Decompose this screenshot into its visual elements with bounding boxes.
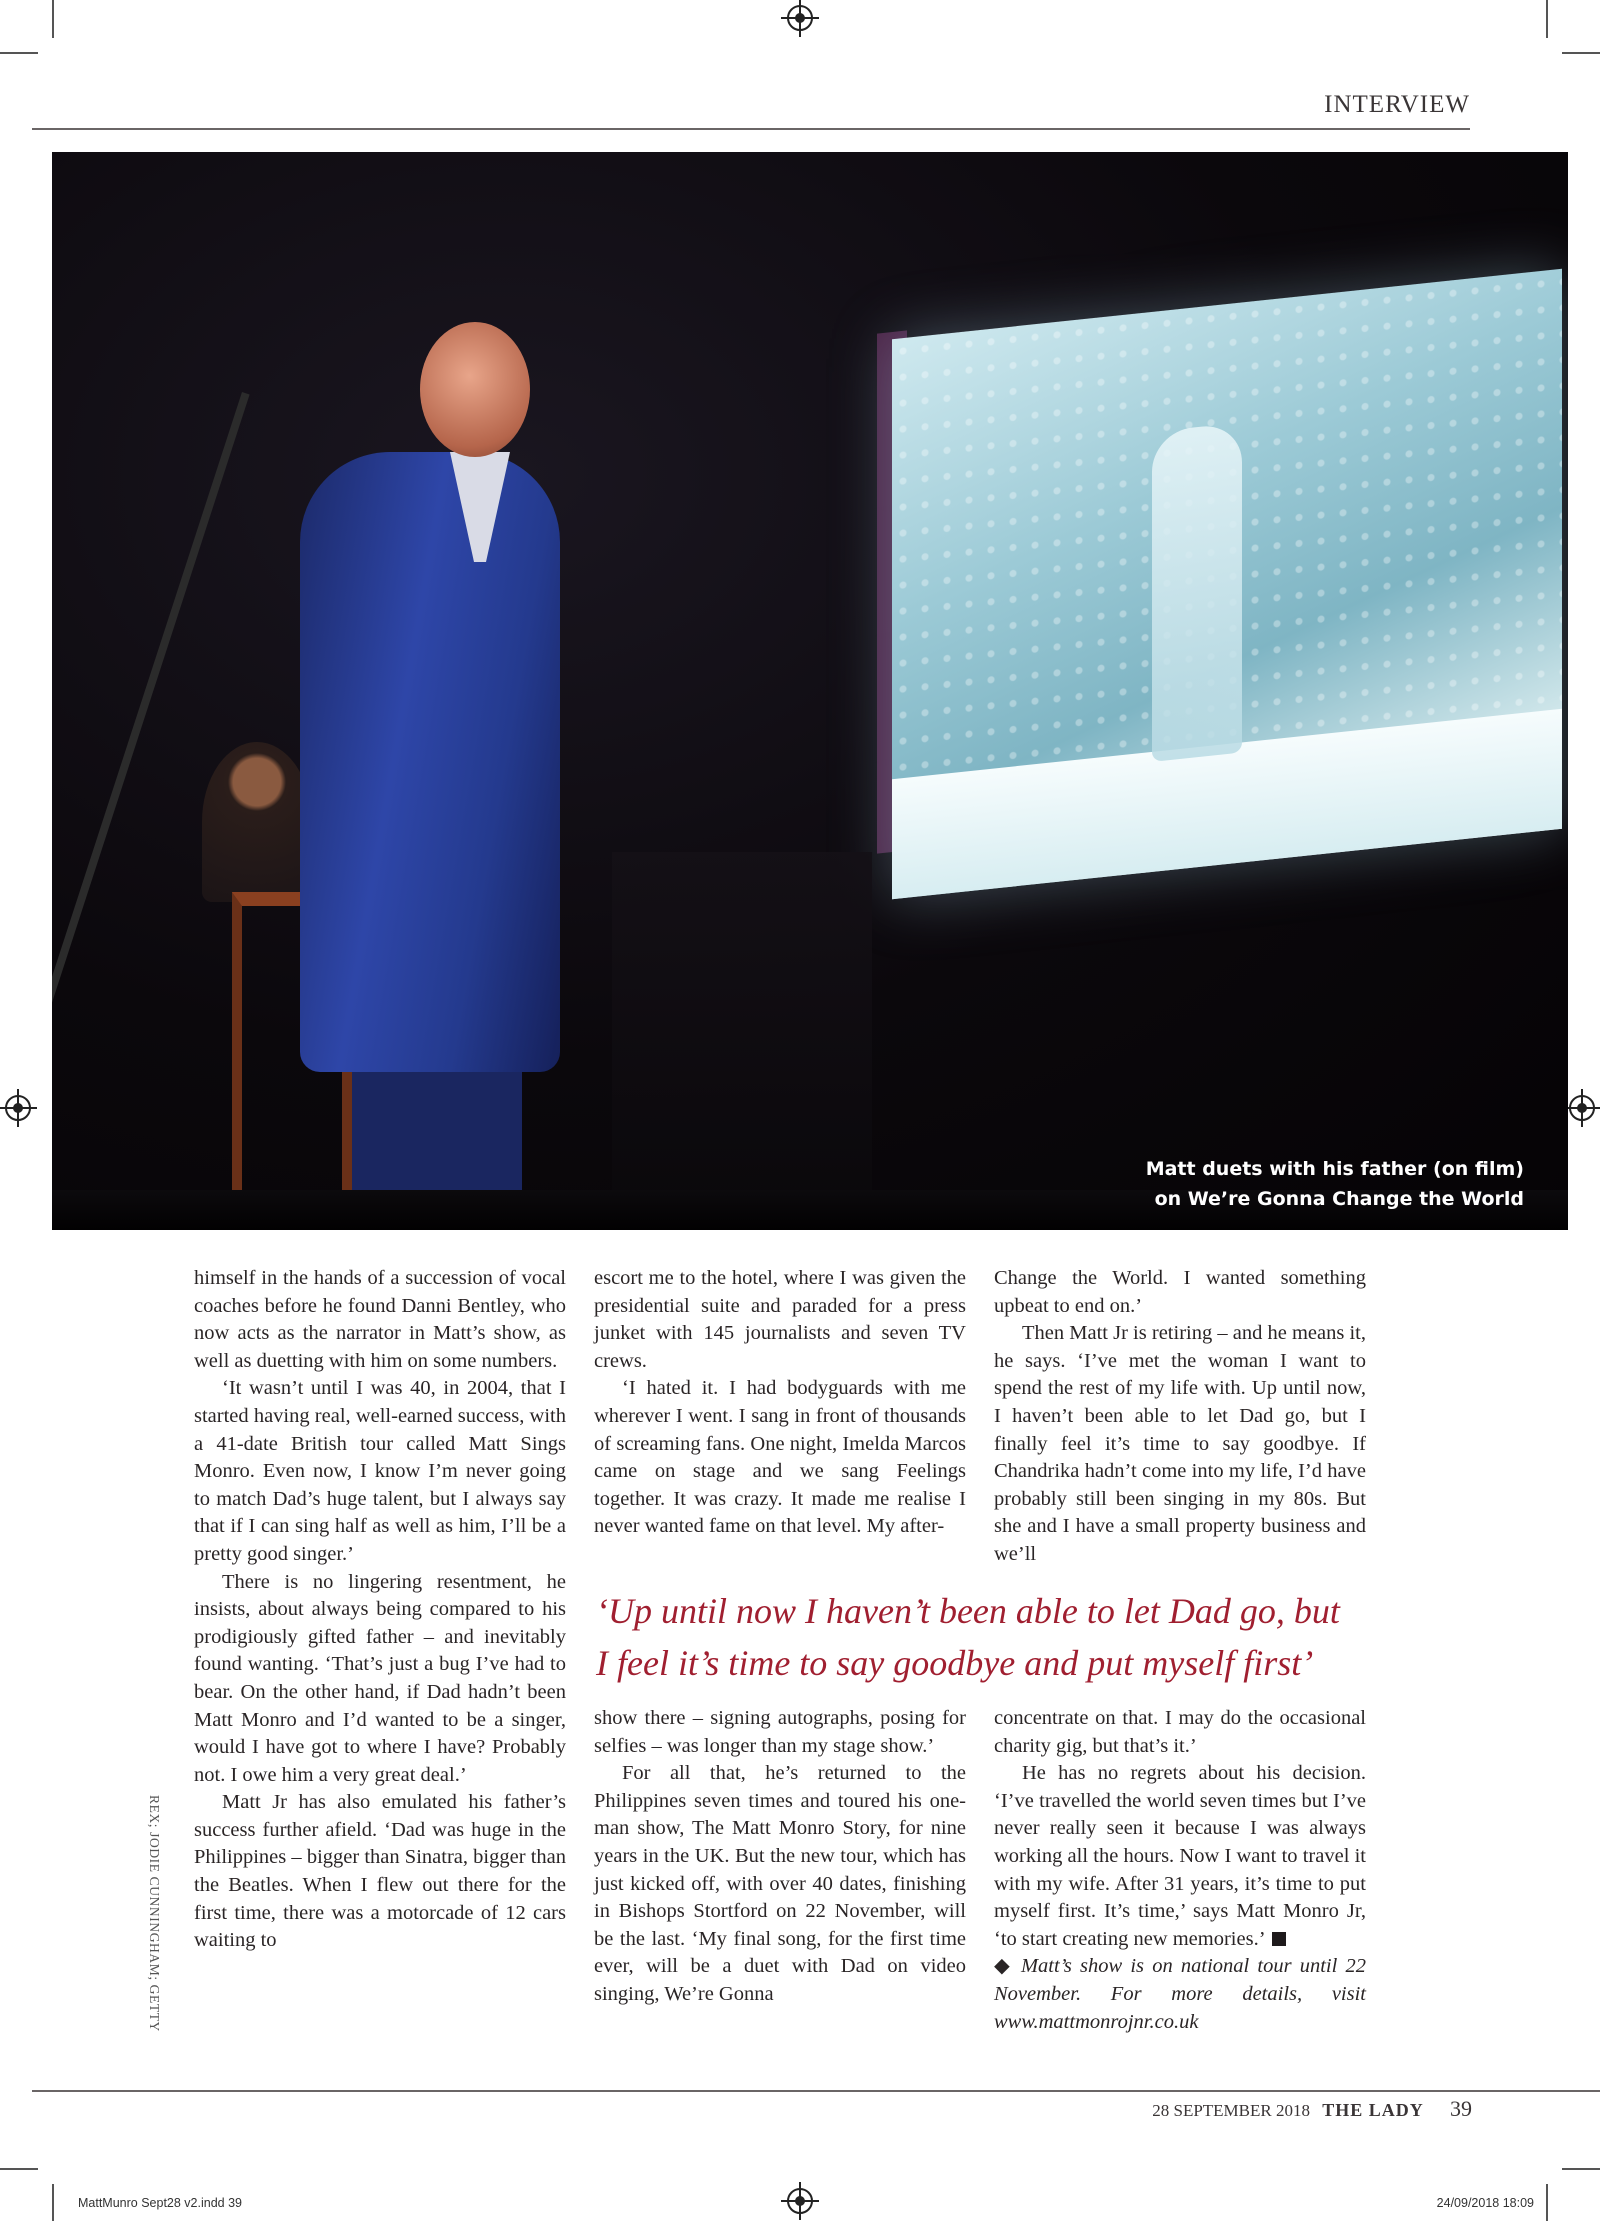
paragraph: himself in the hands of a succession of vocal coaches before he found Danni Bentley, who now acts as the narrator in Matt’s show, as well as duetting with him on some numbers. (194, 1267, 566, 1372)
paragraph: Matt Jr has also emulated his father’s success further afield. ‘Dad was huge in the Philippines – bigger than Sinatra, bigger than the Beatles. When I flew out there for the first time, there was a motorcade of 12 cars waiting to (194, 1791, 566, 1952)
article-column-2-bottom (594, 1705, 966, 2009)
paragraph: ‘It wasn’t until I was 40, in 2004, that I started having real, well-earned success, with a 41-date British tour called Matt Sings Monro. Even now, I know I’m never going to match Dad’s huge talent, but I always say that if I can sing half as well as him, I’ll be a pretty good singer.’ (194, 1377, 566, 1565)
slug-file: MattMunro Sept28 v2.indd 39 (78, 2196, 242, 2210)
paragraph: Then Matt Jr is retiring – and he means it, he says. ‘I’ve met the woman I want to spend the rest of my life with. Up until now, I haven’t been able to let Dad go, but I finally feel it’s time to say goodbye. If Chandrika hadn’t come into my life, I’d have probably still been singing in my 80s. But she and I have a small property business and we’ll (994, 1322, 1366, 1565)
section-label: INTERVIEW (1324, 91, 1470, 118)
caption-line: on We’re Gonna Change the World (1154, 1188, 1524, 1210)
projection-screen (892, 269, 1562, 899)
film-figure (1152, 422, 1242, 761)
photo-caption (1146, 1154, 1524, 1214)
crop-mark (1546, 0, 1548, 38)
pull-quote-line: ‘Up until now I haven’t been able to let Dad go, but (596, 1591, 1340, 1631)
article-column-3-bottom (994, 1705, 1366, 2036)
tour-info: ◆ Matt’s show is on national tour until 22 November. For more details, visit www.mattmonrojnr.co.uk (994, 1955, 1366, 2033)
footer-rule (32, 2090, 1600, 2092)
stage-equipment (612, 852, 872, 1230)
photo-credit: REX; JODIE CUNNINGHAM; GETTY (147, 1795, 162, 2032)
paragraph (994, 1760, 1366, 1953)
singer-head (420, 322, 530, 457)
folio (1152, 2096, 1472, 2122)
pianist (202, 742, 312, 902)
closing-paragraph-text: He has no regrets about his decision. ‘I’ve travelled the world seven times but I’ve never really seen it because I was always working all the hours. Now I want to travel it with my wife. After 31 years, it’s time to put myself first. It’s time,’ says Matt Monro Jr, ‘to start creating new memories.’ (994, 1762, 1366, 1950)
paragraph: escort me to the hotel, where I was given the presidential suite and paraded for a press junket with 145 journalists and seven TV crews. (594, 1267, 966, 1372)
paragraph: concentrate on that. I may do the occasional charity gig, but that’s it.’ (994, 1707, 1366, 1757)
registration-mark-icon (787, 5, 813, 31)
magazine-name: THE LADY (1322, 2100, 1424, 2120)
article-column-3-top (994, 1265, 1366, 1569)
slug-timestamp: 24/09/2018 18:09 (1436, 2196, 1534, 2210)
crop-mark (1546, 2184, 1548, 2221)
concert-photo (52, 152, 1568, 1230)
page-number: 39 (1450, 2096, 1472, 2121)
article-column-2-top (594, 1265, 966, 1541)
paragraph: Change the World. I wanted something upbeat to end on.’ (994, 1267, 1366, 1317)
paragraph: show there – signing autographs, posing for selfies – was longer than my stage show.’ (594, 1707, 966, 1757)
pull-quote-line: I feel it’s time to say goodbye and put myself first’ (596, 1643, 1314, 1683)
issue-date: 28 SEPTEMBER 2018 (1152, 2101, 1310, 2120)
caption-line: Matt duets with his father (on film) (1145, 1158, 1524, 1180)
crop-mark (1562, 52, 1600, 54)
article-column-1 (194, 1265, 566, 1955)
crop-mark (52, 0, 54, 38)
header-rule (32, 128, 1470, 130)
end-mark-icon (1272, 1932, 1286, 1946)
pull-quote (596, 1585, 1356, 1689)
crop-mark (1562, 2168, 1600, 2170)
registration-mark-icon (787, 2188, 813, 2214)
crop-mark (52, 2184, 54, 2221)
singer-suit (300, 452, 560, 1072)
registration-mark-icon (5, 1095, 31, 1121)
paragraph: There is no lingering resentment, he insists, about always being compared to his prodigiously gifted father – and inevitably found wanting. ‘That’s just a bug I’ve had to bear. On the other hand, if Dad hadn’t been Matt Monro and I’d wanted to be a singer, would I have got to where I have? Probably not. I owe him a very great deal.’ (194, 1570, 566, 1786)
crop-mark (0, 2168, 38, 2170)
paragraph: For all that, he’s returned to the Philippines seven times and toured his one-man show, The Matt Monro Story, for nine years in the UK. But the new tour, which has just kicked off, with over 40 dates, finishing in Bishops Stortford on 22 November, will be the last. ‘My final song, for the first time ever, will be a duet with Dad on video singing, We’re Gonna (594, 1762, 966, 2005)
crop-mark (0, 52, 38, 54)
paragraph: ‘I hated it. I had bodyguards with me wherever I went. I sang in front of thousands of screaming fans. One night, Imelda Marcos came on stage and we sang Feelings together. It was crazy. It made me realise I never wanted fame on that level. My after- (594, 1377, 966, 1538)
registration-mark-icon (1569, 1095, 1595, 1121)
